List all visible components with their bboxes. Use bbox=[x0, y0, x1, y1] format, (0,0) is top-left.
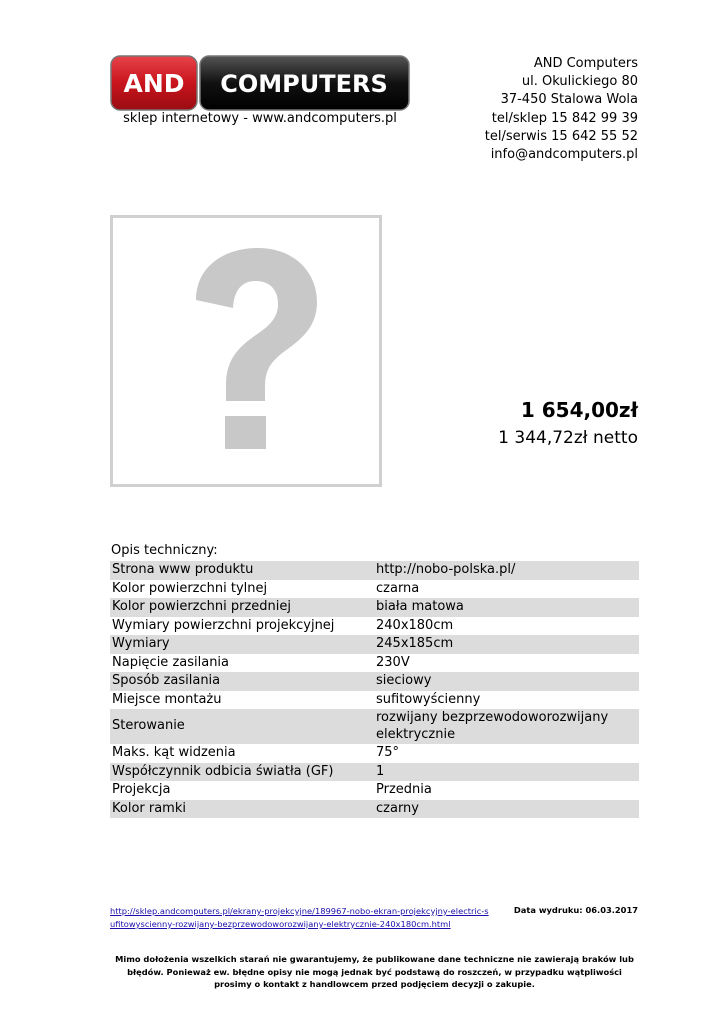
spec-key: Sterowanie bbox=[110, 709, 374, 744]
table-row bbox=[110, 709, 639, 744]
table-row bbox=[110, 691, 639, 710]
spec-value: 75° bbox=[376, 745, 400, 760]
logo-text-computers: COMPUTERS bbox=[220, 70, 388, 98]
spec-key: Wymiary bbox=[110, 635, 374, 654]
table-row bbox=[110, 800, 639, 819]
table-row bbox=[110, 744, 639, 763]
spec-table bbox=[110, 561, 639, 818]
table-row bbox=[110, 654, 639, 673]
spec-value: 230V bbox=[376, 654, 410, 670]
disclaimer: Mimo dołożenia wszelkich starań nie gwarantujemy, że publikowane dane techniczne nie zawierają braków lub błędów. Ponieważ ew. błędne opisy nie mogą jednak być podstawą do roszczeń, w przypadku wątpliwości prosimy o kontakt z handlowcem przed podjęciem decyzji o zakupie. bbox=[115, 954, 634, 989]
spec-value: Przednia bbox=[376, 782, 432, 797]
spec-key: Projekcja bbox=[112, 782, 171, 797]
company-info bbox=[485, 55, 638, 164]
table-row bbox=[110, 561, 639, 580]
spec-key: Miejsce montażu bbox=[112, 691, 222, 707]
price-net: 1 344,72zł netto bbox=[498, 428, 638, 448]
product-image-placeholder bbox=[110, 215, 382, 487]
spec-value[interactable]: http://nobo-polska.pl/ bbox=[374, 561, 639, 580]
spec-key: Kolor powierzchni przedniej bbox=[110, 598, 374, 617]
and-computers-logo[interactable] bbox=[110, 55, 410, 111]
spec-key: Strona www produktu bbox=[110, 561, 374, 580]
logo-text-and: AND bbox=[123, 69, 185, 98]
spec-key: Napięcie zasilania bbox=[112, 654, 230, 670]
table-row bbox=[110, 635, 639, 654]
table-row bbox=[110, 781, 639, 800]
product-url-link[interactable]: http://sklep.andcomputers.pl/ekrany-projekcyjne/189967-nobo-ekran-projekcyjny-electric-sufitowyscienny-rozwijany-bezprzewodoworozwijany-elektrycznie-240x180cm.html bbox=[110, 906, 489, 929]
spec-key: Współczynnik odbicia światła (GF) bbox=[110, 763, 374, 782]
table-row bbox=[110, 598, 639, 617]
spec-key: Kolor powierzchni tylnej bbox=[112, 580, 268, 596]
spec-title: Opis techniczny: bbox=[111, 543, 218, 558]
table-row bbox=[110, 763, 639, 782]
spec-value: czarna bbox=[376, 580, 420, 596]
print-date: Data wydruku: 06.03.2017 bbox=[513, 905, 638, 915]
spec-key: Kolor ramki bbox=[110, 800, 374, 819]
spec-value: 245x185cm bbox=[374, 635, 639, 654]
logo-tagline: sklep internetowy - www.andcomputers.pl bbox=[123, 111, 397, 126]
spec-value: 1 bbox=[374, 763, 639, 782]
spec-key: Maks. kąt widzenia bbox=[112, 745, 236, 760]
spec-key: Wymiary powierzchni projekcyjnej bbox=[112, 617, 335, 633]
company-phone-service: tel/serwis 15 642 55 52 bbox=[484, 128, 638, 144]
price-gross: 1 654,00zł bbox=[520, 398, 638, 422]
spec-value: sufitowyścienny bbox=[376, 691, 481, 707]
table-row bbox=[110, 617, 639, 636]
company-email[interactable]: info@andcomputers.pl bbox=[490, 147, 638, 163]
company-street: ul. Okulickiego 80 bbox=[521, 74, 638, 90]
spec-value: rozwijany bezprzewodoworozwijany elektrycznie bbox=[374, 709, 639, 744]
spec-value: biała matowa bbox=[374, 598, 639, 617]
company-phone-shop: tel/sklep 15 842 99 39 bbox=[491, 110, 638, 126]
company-city: 37-450 Stalowa Wola bbox=[500, 92, 638, 108]
table-row bbox=[110, 672, 639, 691]
spec-key: Sposób zasilania bbox=[110, 672, 374, 691]
spec-value: 240x180cm bbox=[376, 617, 454, 633]
spec-value: sieciowy bbox=[374, 672, 639, 691]
table-row bbox=[110, 580, 639, 599]
question-mark-placeholder-icon bbox=[113, 218, 379, 484]
spec-value: czarny bbox=[374, 800, 639, 819]
company-name: AND Computers bbox=[533, 56, 638, 71]
